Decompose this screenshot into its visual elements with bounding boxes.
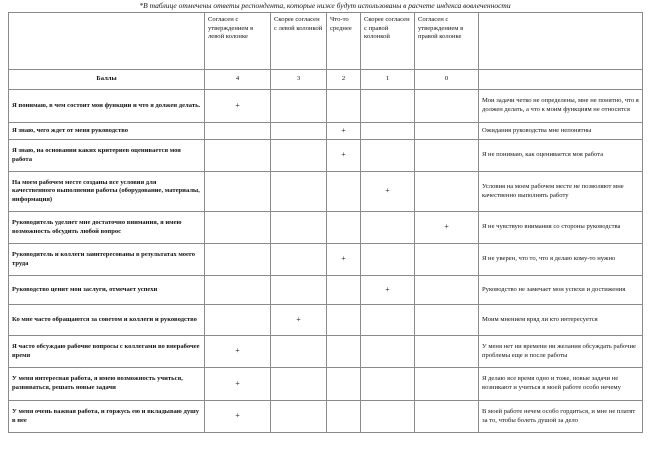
answer-cell bbox=[415, 276, 479, 305]
column-header: Согласен с утверждением в правой колонке bbox=[415, 13, 479, 70]
answer-cell bbox=[327, 172, 361, 212]
answer-cell bbox=[327, 244, 361, 276]
answer-cell bbox=[205, 244, 271, 276]
answer-cell bbox=[415, 244, 479, 276]
answer-cell bbox=[361, 401, 415, 433]
positive-statement: Я знаю, на основании каких критериев оценивается моя работа bbox=[9, 140, 205, 172]
answer-cell bbox=[205, 140, 271, 172]
negative-statement: Руководство не замечает мои успехи и достижения bbox=[479, 276, 643, 305]
negative-statement: Условия на моем рабочем месте не позволяют мне качественно выполнять работу bbox=[479, 172, 643, 212]
table-row bbox=[9, 368, 643, 401]
answer-cell bbox=[271, 140, 327, 172]
answer-cell bbox=[205, 90, 271, 123]
answer-cell bbox=[361, 212, 415, 244]
score-value: 2 bbox=[327, 70, 361, 90]
answer-cell bbox=[415, 90, 479, 123]
answer-cell bbox=[205, 123, 271, 140]
table-row bbox=[9, 140, 643, 172]
answer-cell bbox=[327, 368, 361, 401]
answer-cell bbox=[415, 368, 479, 401]
table-row bbox=[9, 336, 643, 368]
score-value: 4 bbox=[205, 70, 271, 90]
answer-cell bbox=[271, 276, 327, 305]
engagement-survey-table bbox=[8, 12, 643, 433]
answer-cell bbox=[361, 244, 415, 276]
score-value: 0 bbox=[415, 70, 479, 90]
answer-cell bbox=[361, 123, 415, 140]
positive-statement: У меня очень важная работа, и горжусь ею и вкладываю душу в нее bbox=[9, 401, 205, 433]
table-row bbox=[9, 244, 643, 276]
positive-statement: Я знаю, чего ждет от меня руководство bbox=[9, 123, 205, 140]
positive-statement: Руководитель уделяет мне достаточно внимания, я имею возможность обсудить любой вопрос bbox=[9, 212, 205, 244]
answer-cell bbox=[415, 212, 479, 244]
negative-statement: Я не понимаю, как оценивается моя работа bbox=[479, 140, 643, 172]
answer-cell bbox=[415, 305, 479, 336]
statement-rows bbox=[9, 90, 643, 433]
answer-mark: + bbox=[385, 284, 390, 294]
answer-cell bbox=[327, 401, 361, 433]
column-header: Согласен с утверждением в левой колонке bbox=[205, 13, 271, 70]
table-row bbox=[9, 90, 643, 123]
score-row bbox=[9, 70, 643, 90]
table-row bbox=[9, 212, 643, 244]
answer-cell bbox=[271, 123, 327, 140]
answer-cell bbox=[361, 305, 415, 336]
answer-cell bbox=[327, 90, 361, 123]
header-empty-left bbox=[9, 13, 205, 70]
answer-cell bbox=[205, 368, 271, 401]
answer-cell bbox=[361, 140, 415, 172]
table-row bbox=[9, 401, 643, 433]
answer-cell bbox=[327, 276, 361, 305]
table-footnote: *В таблице отмечены ответы респондента, которые ниже будут использованы в расчете индекса вовлеченности bbox=[139, 1, 511, 10]
positive-statement: Я часто обсуждаю рабочие вопросы с коллегами во внерабочее время bbox=[9, 336, 205, 368]
answer-cell bbox=[415, 140, 479, 172]
table-row bbox=[9, 172, 643, 212]
answer-cell bbox=[361, 336, 415, 368]
negative-statement: Я делаю все время одно и тоже, новые задачи не возникают и учиться в моей работе особо нечему bbox=[479, 368, 643, 401]
answer-mark: + bbox=[235, 100, 240, 110]
answer-cell bbox=[327, 336, 361, 368]
positive-statement: На моем рабочем месте созданы все условия для качественного выполнения работы (оборудование, материалы, информация) bbox=[9, 172, 205, 212]
answer-mark: + bbox=[235, 411, 240, 421]
negative-statement: Я не уверен, что то, что я делаю кому-то нужно bbox=[479, 244, 643, 276]
column-header: Скорее согласен с левой колонкой bbox=[271, 13, 327, 70]
score-empty bbox=[479, 70, 643, 90]
answer-mark: + bbox=[341, 125, 346, 135]
answer-cell bbox=[271, 244, 327, 276]
answer-cell bbox=[271, 212, 327, 244]
answer-cell bbox=[205, 172, 271, 212]
positive-statement: У меня интересная работа, я имею возможность учиться, развиваться, решать новые задачи bbox=[9, 368, 205, 401]
positive-statement: Руководитель и коллеги заинтересованы в результатах моего труда bbox=[9, 244, 205, 276]
answer-cell bbox=[415, 336, 479, 368]
negative-statement: Мои задачи четко не определены, мне не понятно, что я должен делать, а что к моим функциям не относится bbox=[479, 90, 643, 123]
negative-statement: В моей работе нечем особо гордиться, и мне не платят за то, чтобы болеть душой за дело bbox=[479, 401, 643, 433]
score-value: 1 bbox=[361, 70, 415, 90]
answer-cell bbox=[415, 123, 479, 140]
answer-mark: + bbox=[235, 378, 240, 388]
answer-cell bbox=[361, 276, 415, 305]
negative-statement: Я не чувствую внимания со стороны руководства bbox=[479, 212, 643, 244]
answer-cell bbox=[415, 401, 479, 433]
negative-statement: Ожидания руководства мне непонятны bbox=[479, 123, 643, 140]
answer-cell bbox=[205, 336, 271, 368]
table-row bbox=[9, 305, 643, 336]
answer-mark: + bbox=[341, 150, 346, 160]
answer-cell bbox=[271, 368, 327, 401]
positive-statement: Руководство ценит мои заслуги, отмечает успехи bbox=[9, 276, 205, 305]
answer-cell bbox=[271, 90, 327, 123]
header-empty-right bbox=[479, 13, 643, 70]
table-row bbox=[9, 276, 643, 305]
answer-mark: + bbox=[296, 314, 301, 324]
column-header: Что-то среднее bbox=[327, 13, 361, 70]
answer-cell bbox=[327, 212, 361, 244]
answer-mark: + bbox=[341, 254, 346, 264]
answer-cell bbox=[205, 401, 271, 433]
answer-cell bbox=[415, 172, 479, 212]
score-value: 3 bbox=[271, 70, 327, 90]
table-row bbox=[9, 123, 643, 140]
answer-cell bbox=[205, 212, 271, 244]
negative-statement: У меня нет ни времени ни желания обсуждать рабочие проблемы еще и после работы bbox=[479, 336, 643, 368]
answer-mark: + bbox=[385, 186, 390, 196]
answer-cell bbox=[361, 368, 415, 401]
column-header: Скорее согласен с правой колонкой bbox=[361, 13, 415, 70]
answer-cell bbox=[205, 276, 271, 305]
answer-cell bbox=[271, 305, 327, 336]
header-row bbox=[9, 13, 643, 70]
answer-cell bbox=[271, 401, 327, 433]
answer-mark: + bbox=[444, 222, 449, 232]
answer-cell bbox=[361, 90, 415, 123]
answer-cell bbox=[361, 172, 415, 212]
positive-statement: Ко мне часто обращаются за советом и коллеги и руководство bbox=[9, 305, 205, 336]
answer-cell bbox=[327, 123, 361, 140]
answer-cell bbox=[271, 172, 327, 212]
answer-cell bbox=[205, 305, 271, 336]
negative-statement: Моим мнением вряд ли кто интересуется bbox=[479, 305, 643, 336]
answer-mark: + bbox=[235, 346, 240, 356]
answer-cell bbox=[327, 140, 361, 172]
score-label: Баллы bbox=[9, 70, 205, 90]
answer-cell bbox=[271, 336, 327, 368]
answer-cell bbox=[327, 305, 361, 336]
positive-statement: Я понимаю, в чем состоит мои функции и что я должен делать. bbox=[9, 90, 205, 123]
